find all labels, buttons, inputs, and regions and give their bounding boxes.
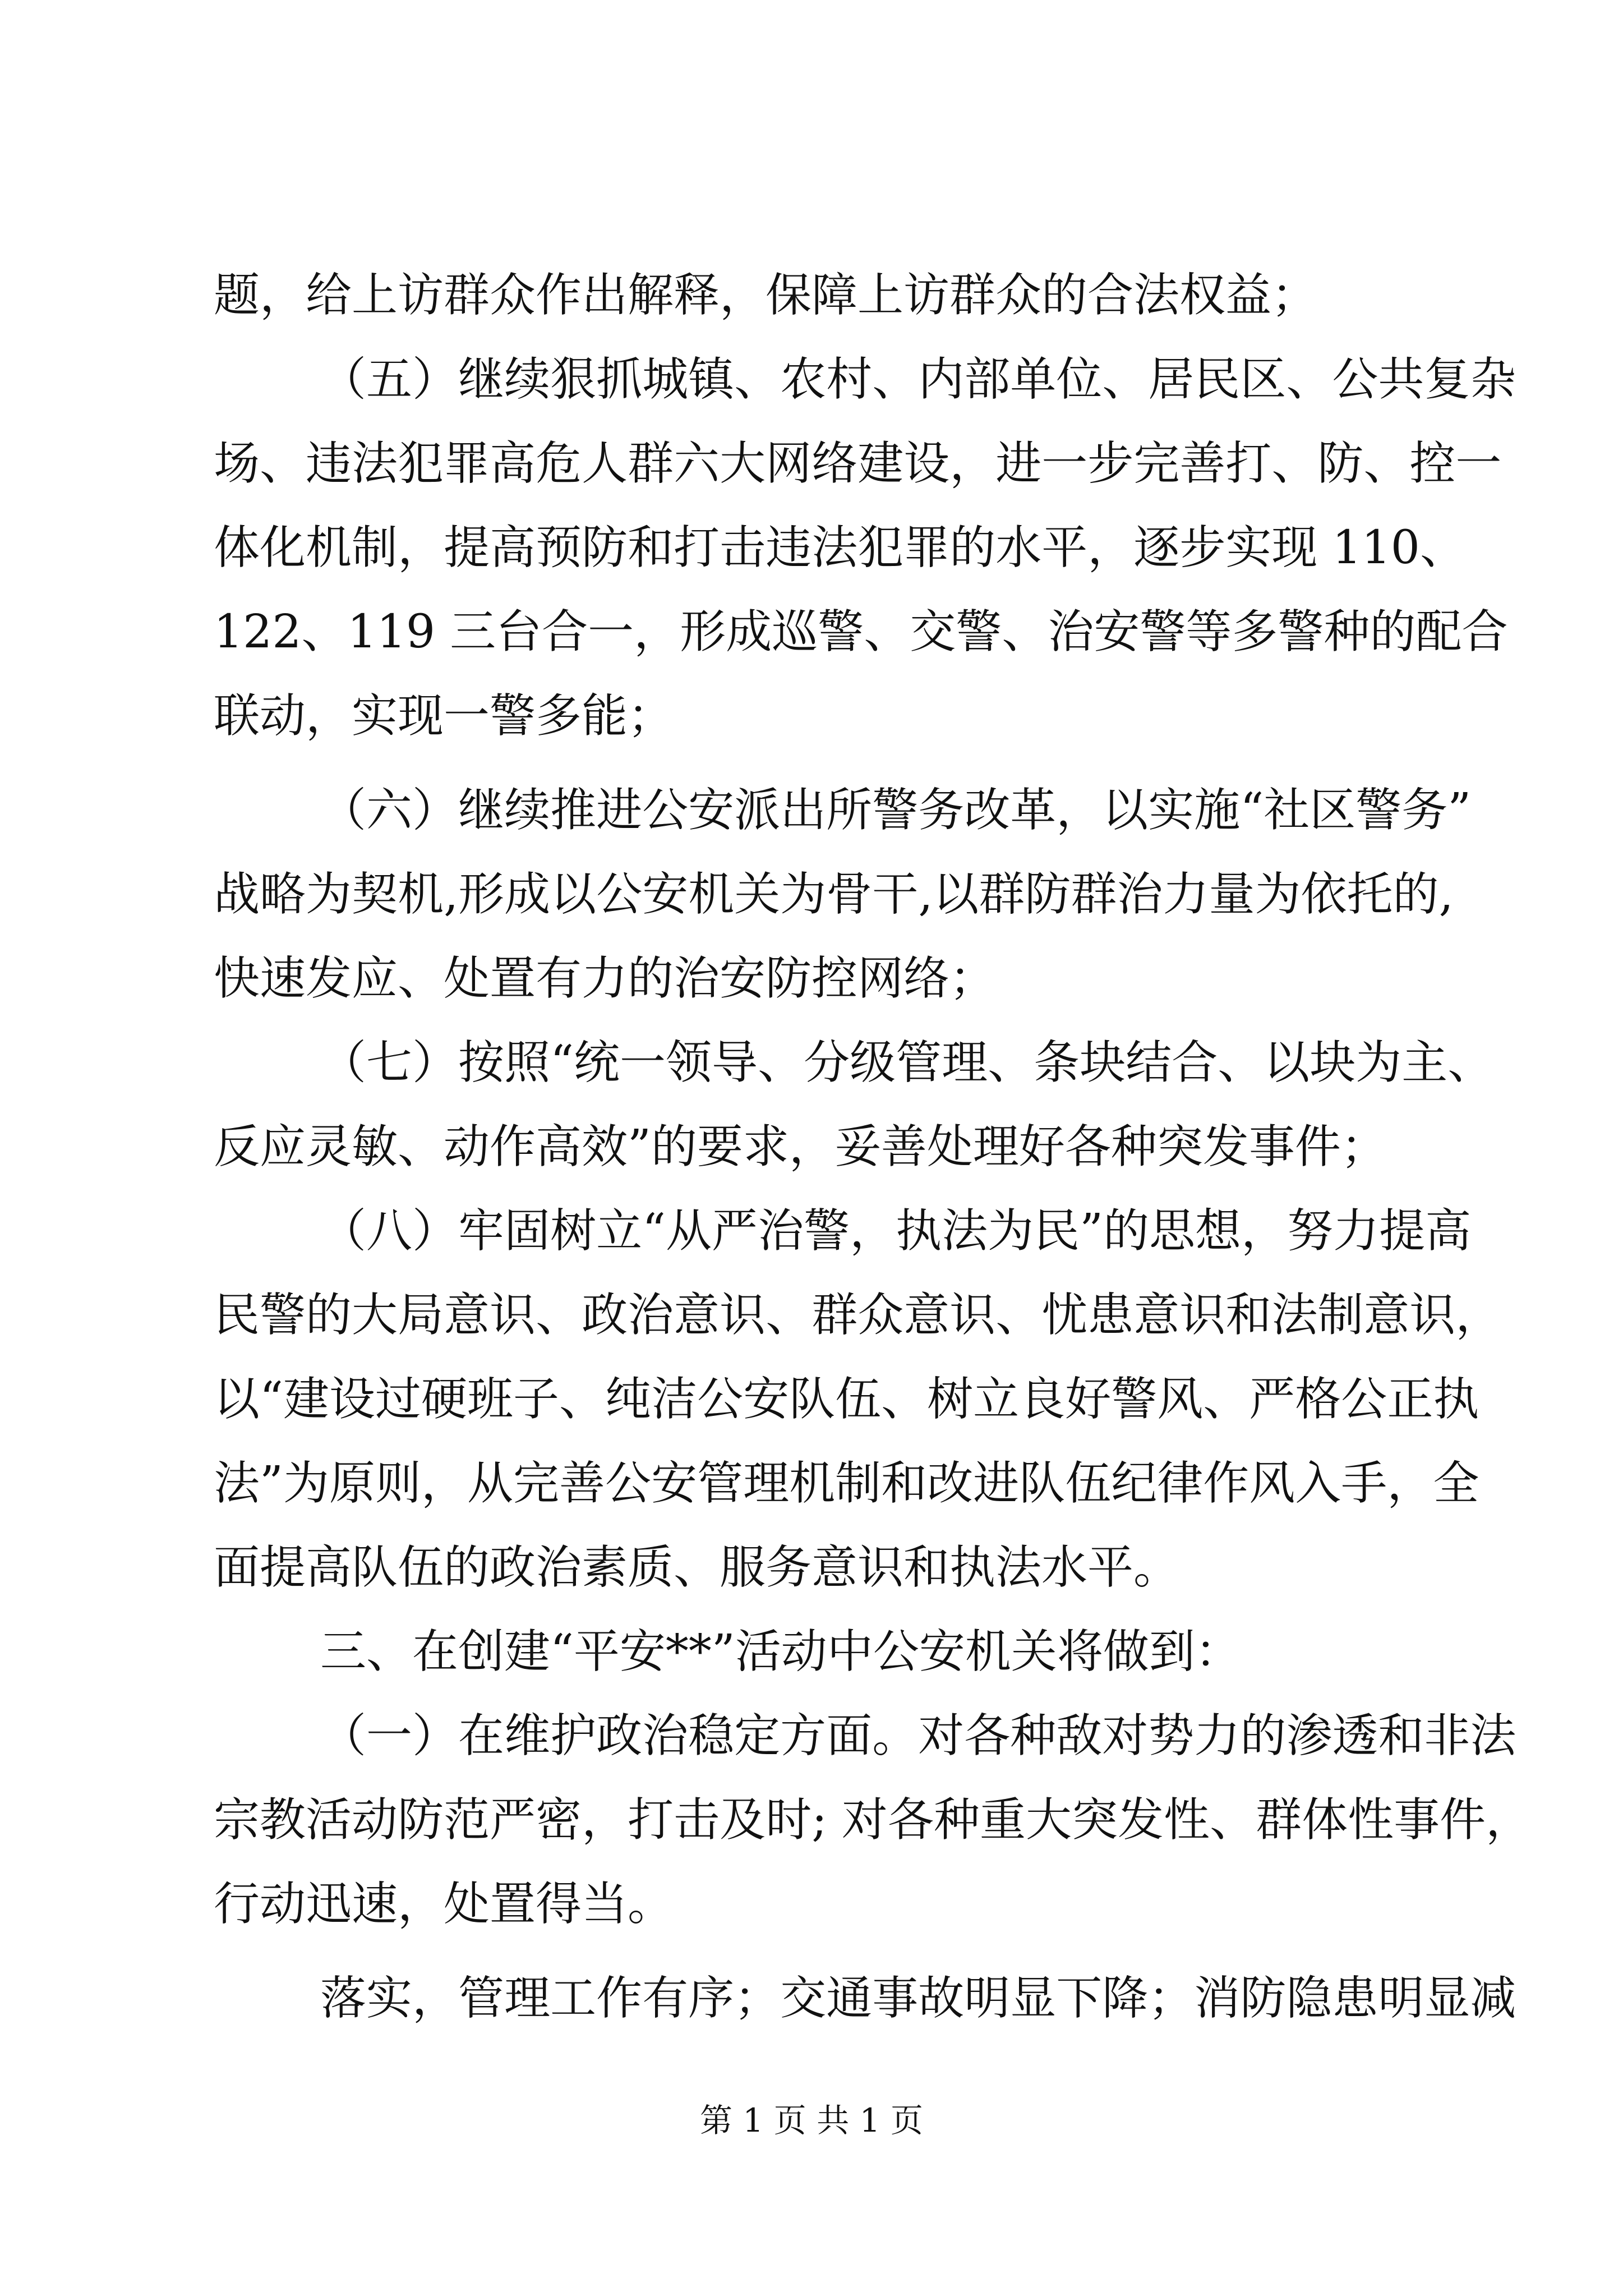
- text-line: 体 化 机 制 ， 提 高 预 防 和 打 击 违 法 犯 罪 的 水 平 ， 逐 步 实 现 1 1 0 、: [214, 521, 1466, 574]
- text-line: 题，给上访群众作出解释，保障上访群众的合法权益；: [214, 269, 1318, 322]
- paragraph-item-5: [214, 338, 1516, 758]
- document-body: [214, 254, 1532, 2041]
- text-line: 1 2 2 、 1 1 9 三 台 合 一 ， 形 成 巡 警 、 交 警 、 治 安 警 等 多 警 种 的 配 合: [214, 605, 1508, 659]
- page-footer: [0, 2098, 1623, 2143]
- paragraph-item-6: [214, 769, 1472, 1021]
- text-line: 以 “ 建 设 过 硬 班 子 、 纯 洁 公 安 队 伍 、 树 立 良 好 警 风 、 严 格 公 正 执: [214, 1373, 1479, 1426]
- text-line: （ 七 ） 按 照 “ 统 一 领 导 、 分 级 管 理 、 条 块 结 合 、 以 块 为 主 、: [320, 1036, 1494, 1089]
- text-line: 三、在创建“平安**”活动中公安机关将做到：: [320, 1625, 1241, 1678]
- paragraph-item-7: [214, 1021, 1494, 1189]
- paragraph-item-3-1: [214, 1694, 1532, 1947]
- text-line: 反应灵敏、动作高效”的要求，妥善处理好各种突发事件；: [214, 1120, 1387, 1174]
- paragraph-item-8: [214, 1189, 1502, 1610]
- text-line: （ 五 ） 继 续 狠 抓 城 镇 、 农 村 、 内 部 单 位 、 居 民 区 、 公 共 复 杂: [320, 353, 1516, 406]
- text-line: 战 略 为 契 机 , 形 成 以 公 安 机 关 为 骨 干 , 以 群 防 群 治 力 量 为 依 托 的 ,: [214, 868, 1454, 921]
- text-line: 民 警 的 大 局 意 识 、 政 治 意 识 、 群 众 意 识 、 忧 患 意 识 和 法 制 意 识 ，: [214, 1289, 1502, 1342]
- text-line: 法 ” 为 原 则 ， 从 完 善 公 安 管 理 机 制 和 改 进 队 伍 纪 律 作 风 入 手 ， 全: [214, 1457, 1479, 1510]
- text-line: （ 六 ） 继 续 推 进 公 安 派 出 所 警 务 改 革 ， 以 实 施 “ 社 区 警 务 ”: [320, 784, 1472, 837]
- text-line: 快速发应、处置有力的治安防控网络；: [214, 952, 996, 1005]
- text-line: 场 、 违 法 犯 罪 高 危 人 群 六 大 网 络 建 设 ， 进 一 步 完 善 打 、 防 、 控 一: [214, 437, 1502, 490]
- text-line: 宗 教 活 动 防 范 严 密 ， 打 击 及 时 ; 对 各 种 重 大 突 发 性 、 群 体 性 事 件 ，: [214, 1793, 1532, 1847]
- paragraph-section-3: [214, 1610, 1414, 1694]
- page-number-label: 第 1 页 共 1 页: [700, 2101, 923, 2139]
- paragraph-item-3-2: [214, 1957, 1516, 2041]
- text-line: 联动，实现一警多能；: [214, 689, 674, 743]
- text-line: （ 一 ） 在 维 护 政 治 稳 定 方 面 。 对 各 种 敌 对 势 力 的 渗 透 和 非 法: [320, 1709, 1516, 1763]
- text-line: 落 实 ， 管 理 工 作 有 序 ； 交 通 事 故 明 显 下 降 ； 消 防 隐 患 明 显 减: [320, 1972, 1516, 2025]
- text-line: （ 八 ） 牢 固 树 立 “ 从 严 治 警 ， 执 法 为 民 ” 的 思 想 ， 努 力 提 高: [320, 1204, 1472, 1258]
- paragraph-continuation: [214, 254, 1414, 338]
- text-line: 行动迅速，处置得当。: [214, 1878, 674, 1931]
- text-line: 面提高队伍的政治素质、服务意识和执法水平。: [214, 1541, 1180, 1594]
